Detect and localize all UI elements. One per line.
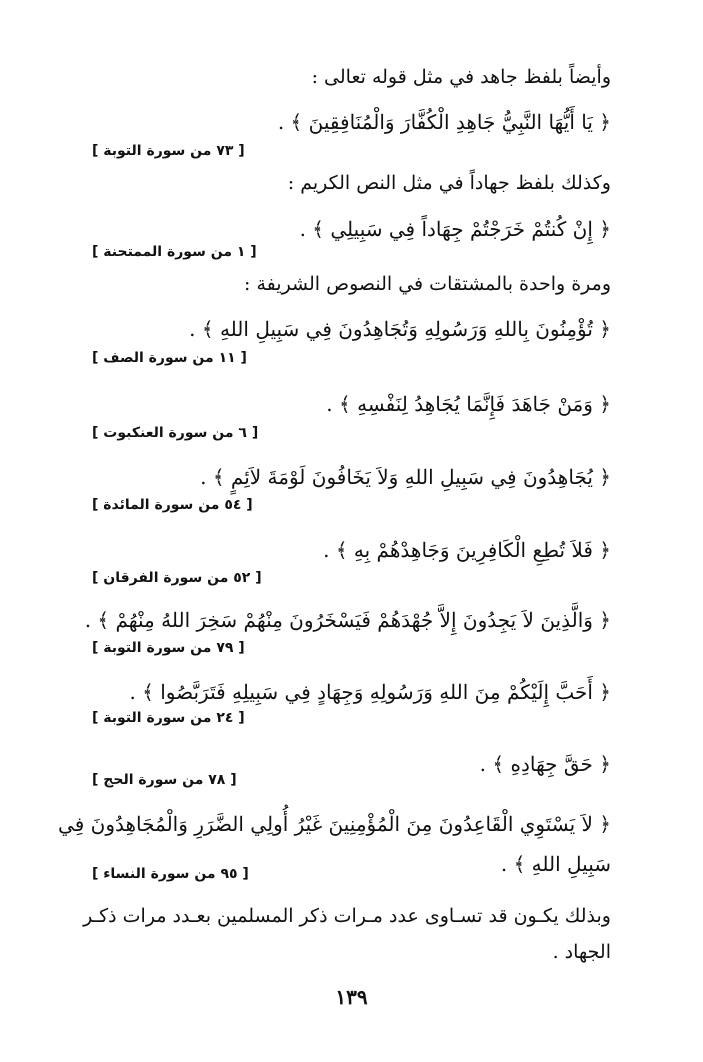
verse-line: ﴿ يُجَاهِدُونَ فِي سَبِيلِ اللهِ وَلاَ يَخَافُونَ لَوْمَةَ لاَئِمٍ ﴾ . xyxy=(200,465,611,489)
verse-reference: [ ٥٤ من سورة المائدة ] xyxy=(92,497,253,513)
verse-line: ﴿ فَلاَ تُطِعِ الْكَافِرِينَ وَجَاهِدْهُمْ بِهِ ﴾ . xyxy=(323,538,611,562)
verse-reference: [ ١١ من سورة الصف ] xyxy=(92,350,247,366)
verse-line: ﴿ يَا أَيُّهَا النَّبِيُّ جَاهِدِ الْكُفَّارَ وَالْمُنَافِقِينَ ﴾ . xyxy=(277,110,611,134)
verse-reference: [ ١ من سورة الممتحنة ] xyxy=(92,244,257,260)
verse-line: ﴿ وَمَنْ جَاهَدَ فَإِنَّمَا يُجَاهِدُ لِنَفْسِهِ ﴾ . xyxy=(326,392,611,416)
text-line: ومرة واحدة بالمشتقات في النصوص الشريفة : xyxy=(244,273,611,295)
verse-reference: [ ٩٥ من سورة النساء ] xyxy=(92,866,249,882)
verse-line: سَبِيلِ اللهِ ﴾ . xyxy=(500,852,611,876)
verse-line: ﴿ حَقَّ جِهَادِهِ ﴾ . xyxy=(479,752,611,776)
page-number: ١٣٩ xyxy=(335,985,368,1009)
verse-reference: [ ٥٢ من سورة الفرقان ] xyxy=(92,570,262,586)
verse-line: ﴿ أَحَبَّ إِلَيْكُمْ مِنَ اللهِ وَرَسُولِهِ وَجِهَادٍ فِي سَبِيلِهِ فَتَرَبَّصُوا ﴾ . xyxy=(129,680,611,704)
verse-reference: [ ٢٤ من سورة التوبة ] xyxy=(92,710,245,726)
text-line: وبذلك يكـون قد تسـاوى عدد مـرات ذكر المسلمين بعـدد مرات ذكـر xyxy=(83,905,611,927)
text-line: الجهاد . xyxy=(552,941,611,963)
verse-reference: [ ٧٣ من سورة التوبة ] xyxy=(92,143,245,159)
verse-line: ﴿ تُؤْمِنُونَ بِاللهِ وَرَسُولِهِ وَتُجَاهِدُونَ فِي سَبِيلِ اللهِ ﴾ . xyxy=(189,317,611,341)
verse-line: ﴿ لاَ يَسْتَوِي الْقَاعِدُونَ مِنَ الْمُؤْمِنِينَ غَيْرُ أُولِي الضَّرَرِ وَالْمُجَاهِدُونَ فِي xyxy=(58,812,611,836)
verse-reference: [ ٧٨ من سورة الحج ] xyxy=(92,772,237,788)
verse-reference: [ ٧٩ من سورة التوبة ] xyxy=(92,640,245,656)
verse-line: ﴿ وَالَّذِينَ لاَ يَجِدُونَ إِلاَّ جُهْدَهُمْ فَيَسْخَرُونَ مِنْهُمْ سَخِرَ اللهُ مِنْهُمْ ﴾ . xyxy=(84,608,611,632)
verse-reference: [ ٦ من سورة العنكبوت ] xyxy=(92,425,259,441)
verse-line: ﴿ إِنْ كُنتُمْ خَرَجْتُمْ جِهَاداً فِي سَبِيلِي ﴾ . xyxy=(299,217,611,241)
text-line: وكذلك بلفظ جهاداً في مثل النص الكريم : xyxy=(287,172,611,194)
text-line: وأيضاً بلفظ جاهد في مثل قوله تعالى : xyxy=(311,66,611,88)
